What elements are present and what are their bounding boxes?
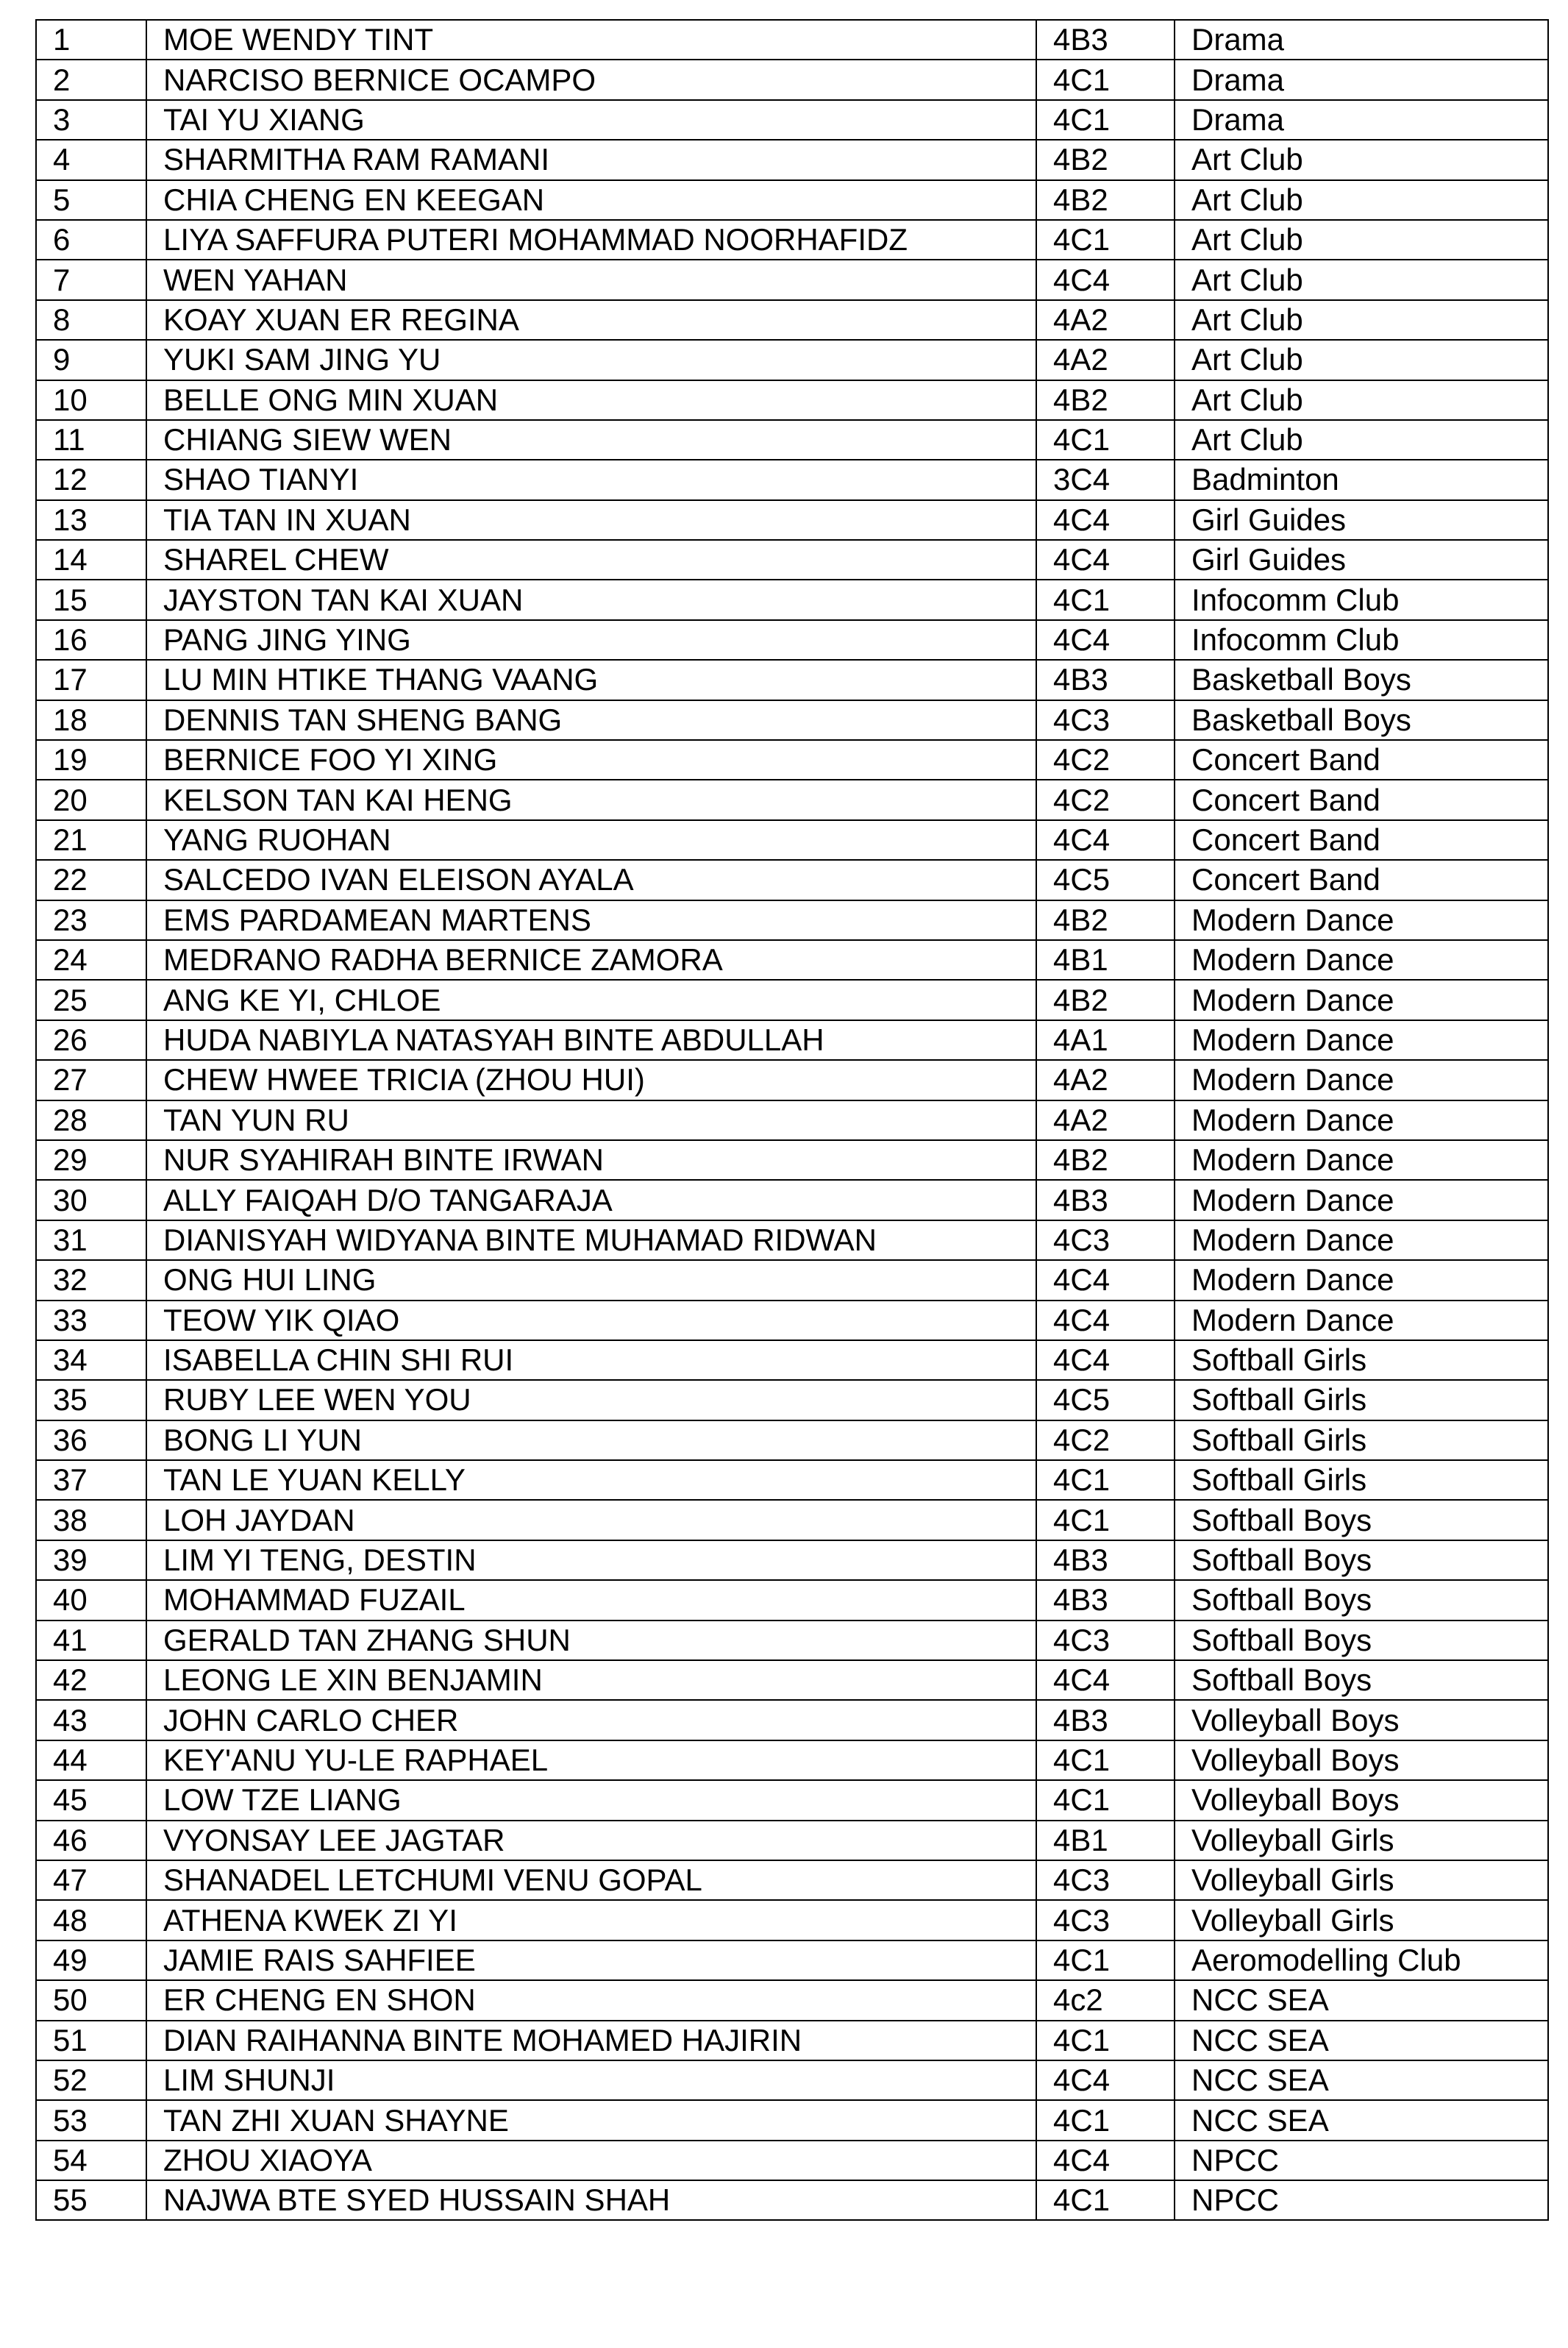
row-number-cell: 1 [36, 20, 146, 60]
class-cell: 4C2 [1036, 780, 1175, 819]
student-name-cell: CHIANG SIEW WEN [146, 420, 1036, 460]
cca-cell: Concert Band [1175, 780, 1548, 819]
row-number-cell: 31 [36, 1220, 146, 1260]
class-cell: 4A1 [1036, 1020, 1175, 1060]
class-cell: 4B3 [1036, 1540, 1175, 1580]
class-cell: 4A2 [1036, 1060, 1175, 1100]
class-cell: 4C5 [1036, 860, 1175, 900]
cca-cell: Drama [1175, 100, 1548, 140]
row-number-cell: 27 [36, 1060, 146, 1100]
class-cell: 4C5 [1036, 1380, 1175, 1420]
class-cell: 4C1 [1036, 100, 1175, 140]
class-cell: 4C4 [1036, 620, 1175, 660]
student-name-cell: PANG JING YING [146, 620, 1036, 660]
row-number-cell: 44 [36, 1740, 146, 1780]
student-name-cell: GERALD TAN ZHANG SHUN [146, 1621, 1036, 1660]
student-name-cell: KEY'ANU YU-LE RAPHAEL [146, 1740, 1036, 1780]
class-cell: 4B1 [1036, 940, 1175, 980]
cca-cell: NCC SEA [1175, 2100, 1548, 2140]
cca-cell: Volleyball Girls [1175, 1821, 1548, 1860]
class-cell: 4C3 [1036, 1860, 1175, 1900]
student-name-cell: DIANISYAH WIDYANA BINTE MUHAMAD RIDWAN [146, 1220, 1036, 1260]
table-row [36, 1340, 1548, 1380]
cca-cell: Infocomm Club [1175, 580, 1548, 619]
class-cell: 4C4 [1036, 260, 1175, 299]
student-name-cell: WEN YAHAN [146, 260, 1036, 299]
student-name-cell: EMS PARDAMEAN MARTENS [146, 900, 1036, 940]
cca-cell: Drama [1175, 20, 1548, 60]
class-cell: 4C4 [1036, 2141, 1175, 2180]
table-body [36, 20, 1548, 2220]
cca-cell: Softball Boys [1175, 1580, 1548, 1620]
class-cell: 4C1 [1036, 2021, 1175, 2060]
cca-cell: Volleyball Girls [1175, 1860, 1548, 1900]
cca-cell: Art Club [1175, 260, 1548, 299]
table-row [36, 1420, 1548, 1460]
table-row [36, 580, 1548, 619]
cca-cell: NPCC [1175, 2180, 1548, 2220]
cca-cell: NCC SEA [1175, 2021, 1548, 2060]
class-cell: 4C4 [1036, 1260, 1175, 1300]
cca-cell: Modern Dance [1175, 1260, 1548, 1300]
row-number-cell: 4 [36, 140, 146, 179]
cca-cell: Infocomm Club [1175, 620, 1548, 660]
row-number-cell: 22 [36, 860, 146, 900]
row-number-cell: 41 [36, 1621, 146, 1660]
student-name-cell: SALCEDO IVAN ELEISON AYALA [146, 860, 1036, 900]
class-cell: 4C2 [1036, 740, 1175, 780]
student-name-cell: DIAN RAIHANNA BINTE MOHAMED HAJIRIN [146, 2021, 1036, 2060]
table-row [36, 2141, 1548, 2180]
cca-cell: Softball Girls [1175, 1340, 1548, 1380]
student-name-cell: ONG HUI LING [146, 1260, 1036, 1300]
row-number-cell: 2 [36, 60, 146, 99]
cca-cell: Softball Boys [1175, 1660, 1548, 1700]
table-row [36, 420, 1548, 460]
student-name-cell: ATHENA KWEK ZI YI [146, 1900, 1036, 1940]
table-row [36, 180, 1548, 220]
class-cell: 4A2 [1036, 300, 1175, 340]
cca-cell: Softball Boys [1175, 1500, 1548, 1540]
cca-cell: Aeromodelling Club [1175, 1940, 1548, 1980]
cca-cell: Softball Girls [1175, 1380, 1548, 1420]
student-name-cell: LOH JAYDAN [146, 1500, 1036, 1540]
table-row [36, 540, 1548, 580]
student-name-cell: KOAY XUAN ER REGINA [146, 300, 1036, 340]
table-row [36, 900, 1548, 940]
row-number-cell: 20 [36, 780, 146, 819]
student-name-cell: DENNIS TAN SHENG BANG [146, 700, 1036, 740]
class-cell: 4C1 [1036, 220, 1175, 260]
row-number-cell: 48 [36, 1900, 146, 1940]
student-name-cell: NAJWA BTE SYED HUSSAIN SHAH [146, 2180, 1036, 2220]
table-row [36, 1780, 1548, 1820]
table-row [36, 780, 1548, 819]
cca-cell: Drama [1175, 60, 1548, 99]
class-cell: 4B3 [1036, 660, 1175, 700]
row-number-cell: 13 [36, 500, 146, 540]
row-number-cell: 6 [36, 220, 146, 260]
class-cell: 4C4 [1036, 820, 1175, 860]
table-row [36, 220, 1548, 260]
row-number-cell: 51 [36, 2021, 146, 2060]
row-number-cell: 8 [36, 300, 146, 340]
table-row [36, 1980, 1548, 2020]
cca-cell: Modern Dance [1175, 1100, 1548, 1140]
cca-cell: Softball Boys [1175, 1621, 1548, 1660]
cca-cell: Art Club [1175, 300, 1548, 340]
cca-cell: Girl Guides [1175, 540, 1548, 580]
table-row [36, 140, 1548, 179]
student-name-cell: SHANADEL LETCHUMI VENU GOPAL [146, 1860, 1036, 1900]
cca-cell: Modern Dance [1175, 940, 1548, 980]
class-cell: 4B3 [1036, 1580, 1175, 1620]
class-cell: 4A2 [1036, 1100, 1175, 1140]
class-cell: 4C1 [1036, 1780, 1175, 1820]
row-number-cell: 26 [36, 1020, 146, 1060]
table-row [36, 1100, 1548, 1140]
table-row [36, 2100, 1548, 2140]
class-cell: 4B2 [1036, 140, 1175, 179]
cca-cell: Modern Dance [1175, 980, 1548, 1020]
student-name-cell: TAN YUN RU [146, 1100, 1036, 1140]
student-name-cell: ER CHENG EN SHON [146, 1980, 1036, 2020]
class-cell: 4B2 [1036, 380, 1175, 420]
row-number-cell: 47 [36, 1860, 146, 1900]
student-name-cell: HUDA NABIYLA NATASYAH BINTE ABDULLAH [146, 1020, 1036, 1060]
row-number-cell: 16 [36, 620, 146, 660]
table-row [36, 1060, 1548, 1100]
class-cell: 4C1 [1036, 1500, 1175, 1540]
class-cell: 4C1 [1036, 580, 1175, 619]
row-number-cell: 53 [36, 2100, 146, 2140]
cca-cell: Modern Dance [1175, 1020, 1548, 1060]
student-name-cell: JAYSTON TAN KAI XUAN [146, 580, 1036, 619]
cca-cell: Art Club [1175, 220, 1548, 260]
table-row [36, 660, 1548, 700]
class-cell: 4C4 [1036, 540, 1175, 580]
student-name-cell: VYONSAY LEE JAGTAR [146, 1821, 1036, 1860]
table-row [36, 980, 1548, 1020]
cca-cell: Basketball Boys [1175, 700, 1548, 740]
row-number-cell: 25 [36, 980, 146, 1020]
row-number-cell: 24 [36, 940, 146, 980]
student-cca-table [35, 19, 1549, 2221]
student-name-cell: CHIA CHENG EN KEEGAN [146, 180, 1036, 220]
class-cell: 4C1 [1036, 2180, 1175, 2220]
cca-cell: Girl Guides [1175, 500, 1548, 540]
row-number-cell: 5 [36, 180, 146, 220]
row-number-cell: 54 [36, 2141, 146, 2180]
table-row [36, 1540, 1548, 1580]
table-row [36, 500, 1548, 540]
student-name-cell: BONG LI YUN [146, 1420, 1036, 1460]
class-cell: 4C1 [1036, 420, 1175, 460]
student-name-cell: SHARMITHA RAM RAMANI [146, 140, 1036, 179]
table-row [36, 1621, 1548, 1660]
row-number-cell: 12 [36, 460, 146, 499]
table-row [36, 1821, 1548, 1860]
student-name-cell: RUBY LEE WEN YOU [146, 1380, 1036, 1420]
row-number-cell: 14 [36, 540, 146, 580]
table-row [36, 1900, 1548, 1940]
row-number-cell: 32 [36, 1260, 146, 1300]
row-number-cell: 55 [36, 2180, 146, 2220]
table-row [36, 1580, 1548, 1620]
class-cell: 4B3 [1036, 20, 1175, 60]
row-number-cell: 9 [36, 340, 146, 380]
row-number-cell: 18 [36, 700, 146, 740]
row-number-cell: 38 [36, 1500, 146, 1540]
cca-cell: Volleyball Girls [1175, 1900, 1548, 1940]
cca-cell: Modern Dance [1175, 1140, 1548, 1180]
table-row [36, 1940, 1548, 1980]
cca-cell: Art Club [1175, 180, 1548, 220]
cca-cell: Softball Boys [1175, 1540, 1548, 1580]
row-number-cell: 15 [36, 580, 146, 619]
cca-cell: Softball Girls [1175, 1460, 1548, 1500]
student-name-cell: YUKI SAM JING YU [146, 340, 1036, 380]
table-row [36, 1460, 1548, 1500]
class-cell: 3C4 [1036, 460, 1175, 499]
student-name-cell: TEOW YIK QIAO [146, 1301, 1036, 1340]
cca-cell: NCC SEA [1175, 1980, 1548, 2020]
cca-cell: Volleyball Boys [1175, 1700, 1548, 1740]
cca-cell: Modern Dance [1175, 900, 1548, 940]
cca-cell: Modern Dance [1175, 1220, 1548, 1260]
table-row [36, 1500, 1548, 1540]
class-cell: 4C4 [1036, 1660, 1175, 1700]
class-cell: 4C1 [1036, 1940, 1175, 1980]
student-name-cell: YANG RUOHAN [146, 820, 1036, 860]
row-number-cell: 43 [36, 1700, 146, 1740]
class-cell: 4c2 [1036, 1980, 1175, 2020]
cca-cell: Art Club [1175, 340, 1548, 380]
row-number-cell: 42 [36, 1660, 146, 1700]
table-row [36, 60, 1548, 99]
table-row [36, 1220, 1548, 1260]
class-cell: 4C3 [1036, 700, 1175, 740]
table-row [36, 1140, 1548, 1180]
student-name-cell: LOW TZE LIANG [146, 1780, 1036, 1820]
cca-cell: NCC SEA [1175, 2060, 1548, 2100]
class-cell: 4B2 [1036, 180, 1175, 220]
student-name-cell: CHEW HWEE TRICIA (ZHOU HUI) [146, 1060, 1036, 1100]
row-number-cell: 52 [36, 2060, 146, 2100]
table-row [36, 700, 1548, 740]
class-cell: 4B3 [1036, 1700, 1175, 1740]
student-name-cell: SHAO TIANYI [146, 460, 1036, 499]
row-number-cell: 23 [36, 900, 146, 940]
cca-cell: Art Club [1175, 380, 1548, 420]
row-number-cell: 36 [36, 1420, 146, 1460]
row-number-cell: 35 [36, 1380, 146, 1420]
class-cell: 4C3 [1036, 1220, 1175, 1260]
row-number-cell: 46 [36, 1821, 146, 1860]
class-cell: 4B2 [1036, 1140, 1175, 1180]
student-name-cell: SHAREL CHEW [146, 540, 1036, 580]
row-number-cell: 50 [36, 1980, 146, 2020]
table-row [36, 1180, 1548, 1220]
table-row [36, 1660, 1548, 1700]
cca-cell: Softball Girls [1175, 1420, 1548, 1460]
table-row [36, 620, 1548, 660]
row-number-cell: 30 [36, 1180, 146, 1220]
table-row [36, 300, 1548, 340]
student-name-cell: LIM YI TENG, DESTIN [146, 1540, 1036, 1580]
row-number-cell: 28 [36, 1100, 146, 1140]
table-row [36, 940, 1548, 980]
table-row [36, 2180, 1548, 2220]
row-number-cell: 17 [36, 660, 146, 700]
student-name-cell: BERNICE FOO YI XING [146, 740, 1036, 780]
row-number-cell: 40 [36, 1580, 146, 1620]
table-row [36, 1020, 1548, 1060]
row-number-cell: 37 [36, 1460, 146, 1500]
class-cell: 4A2 [1036, 340, 1175, 380]
cca-cell: Art Club [1175, 420, 1548, 460]
class-cell: 4B2 [1036, 980, 1175, 1020]
row-number-cell: 49 [36, 1940, 146, 1980]
table-row [36, 2021, 1548, 2060]
row-number-cell: 10 [36, 380, 146, 420]
class-cell: 4B2 [1036, 900, 1175, 940]
row-number-cell: 33 [36, 1301, 146, 1340]
student-name-cell: TAN LE YUAN KELLY [146, 1460, 1036, 1500]
student-name-cell: LIM SHUNJI [146, 2060, 1036, 2100]
table-row [36, 1301, 1548, 1340]
student-name-cell: ZHOU XIAOYA [146, 2141, 1036, 2180]
class-cell: 4B3 [1036, 1180, 1175, 1220]
table-row [36, 1860, 1548, 1900]
table-row [36, 1260, 1548, 1300]
student-name-cell: ANG KE YI, CHLOE [146, 980, 1036, 1020]
row-number-cell: 3 [36, 100, 146, 140]
cca-cell: Basketball Boys [1175, 660, 1548, 700]
cca-cell: Concert Band [1175, 740, 1548, 780]
class-cell: 4C4 [1036, 2060, 1175, 2100]
student-name-cell: JAMIE RAIS SAHFIEE [146, 1940, 1036, 1980]
student-name-cell: MOE WENDY TINT [146, 20, 1036, 60]
class-cell: 4C4 [1036, 1340, 1175, 1380]
row-number-cell: 45 [36, 1780, 146, 1820]
class-cell: 4C3 [1036, 1621, 1175, 1660]
class-cell: 4C3 [1036, 1900, 1175, 1940]
row-number-cell: 7 [36, 260, 146, 299]
table-row [36, 860, 1548, 900]
student-name-cell: BELLE ONG MIN XUAN [146, 380, 1036, 420]
student-name-cell: NARCISO BERNICE OCAMPO [146, 60, 1036, 99]
cca-cell: Modern Dance [1175, 1301, 1548, 1340]
cca-cell: Art Club [1175, 140, 1548, 179]
student-name-cell: TIA TAN IN XUAN [146, 500, 1036, 540]
student-name-cell: MOHAMMAD FUZAIL [146, 1580, 1036, 1620]
student-name-cell: LEONG LE XIN BENJAMIN [146, 1660, 1036, 1700]
cca-cell: Modern Dance [1175, 1180, 1548, 1220]
row-number-cell: 39 [36, 1540, 146, 1580]
cca-cell: Modern Dance [1175, 1060, 1548, 1100]
cca-cell: Concert Band [1175, 820, 1548, 860]
student-name-cell: TAI YU XIANG [146, 100, 1036, 140]
table-row [36, 820, 1548, 860]
table-row [36, 340, 1548, 380]
table-row [36, 2060, 1548, 2100]
table-row [36, 380, 1548, 420]
class-cell: 4C1 [1036, 2100, 1175, 2140]
student-name-cell: JOHN CARLO CHER [146, 1700, 1036, 1740]
student-name-cell: MEDRANO RADHA BERNICE ZAMORA [146, 940, 1036, 980]
class-cell: 4C1 [1036, 1740, 1175, 1780]
class-cell: 4C1 [1036, 1460, 1175, 1500]
cca-cell: Badminton [1175, 460, 1548, 499]
student-name-cell: TAN ZHI XUAN SHAYNE [146, 2100, 1036, 2140]
row-number-cell: 29 [36, 1140, 146, 1180]
row-number-cell: 21 [36, 820, 146, 860]
table-row [36, 1380, 1548, 1420]
table-row [36, 1740, 1548, 1780]
table-row [36, 740, 1548, 780]
row-number-cell: 11 [36, 420, 146, 460]
table-row [36, 260, 1548, 299]
cca-cell: Volleyball Boys [1175, 1780, 1548, 1820]
student-name-cell: ISABELLA CHIN SHI RUI [146, 1340, 1036, 1380]
row-number-cell: 34 [36, 1340, 146, 1380]
class-cell: 4C4 [1036, 1301, 1175, 1340]
cca-cell: Concert Band [1175, 860, 1548, 900]
student-name-cell: KELSON TAN KAI HENG [146, 780, 1036, 819]
class-cell: 4C4 [1036, 500, 1175, 540]
student-name-cell: LU MIN HTIKE THANG VAANG [146, 660, 1036, 700]
cca-cell: Volleyball Boys [1175, 1740, 1548, 1780]
class-cell: 4B1 [1036, 1821, 1175, 1860]
student-name-cell: NUR SYAHIRAH BINTE IRWAN [146, 1140, 1036, 1180]
table-row [36, 1700, 1548, 1740]
document-page [35, 19, 1547, 2221]
class-cell: 4C2 [1036, 1420, 1175, 1460]
student-name-cell: ALLY FAIQAH D/O TANGARAJA [146, 1180, 1036, 1220]
class-cell: 4C1 [1036, 60, 1175, 99]
table-row [36, 20, 1548, 60]
student-name-cell: LIYA SAFFURA PUTERI MOHAMMAD NOORHAFIDZ [146, 220, 1036, 260]
row-number-cell: 19 [36, 740, 146, 780]
table-row [36, 100, 1548, 140]
cca-cell: NPCC [1175, 2141, 1548, 2180]
table-row [36, 460, 1548, 499]
